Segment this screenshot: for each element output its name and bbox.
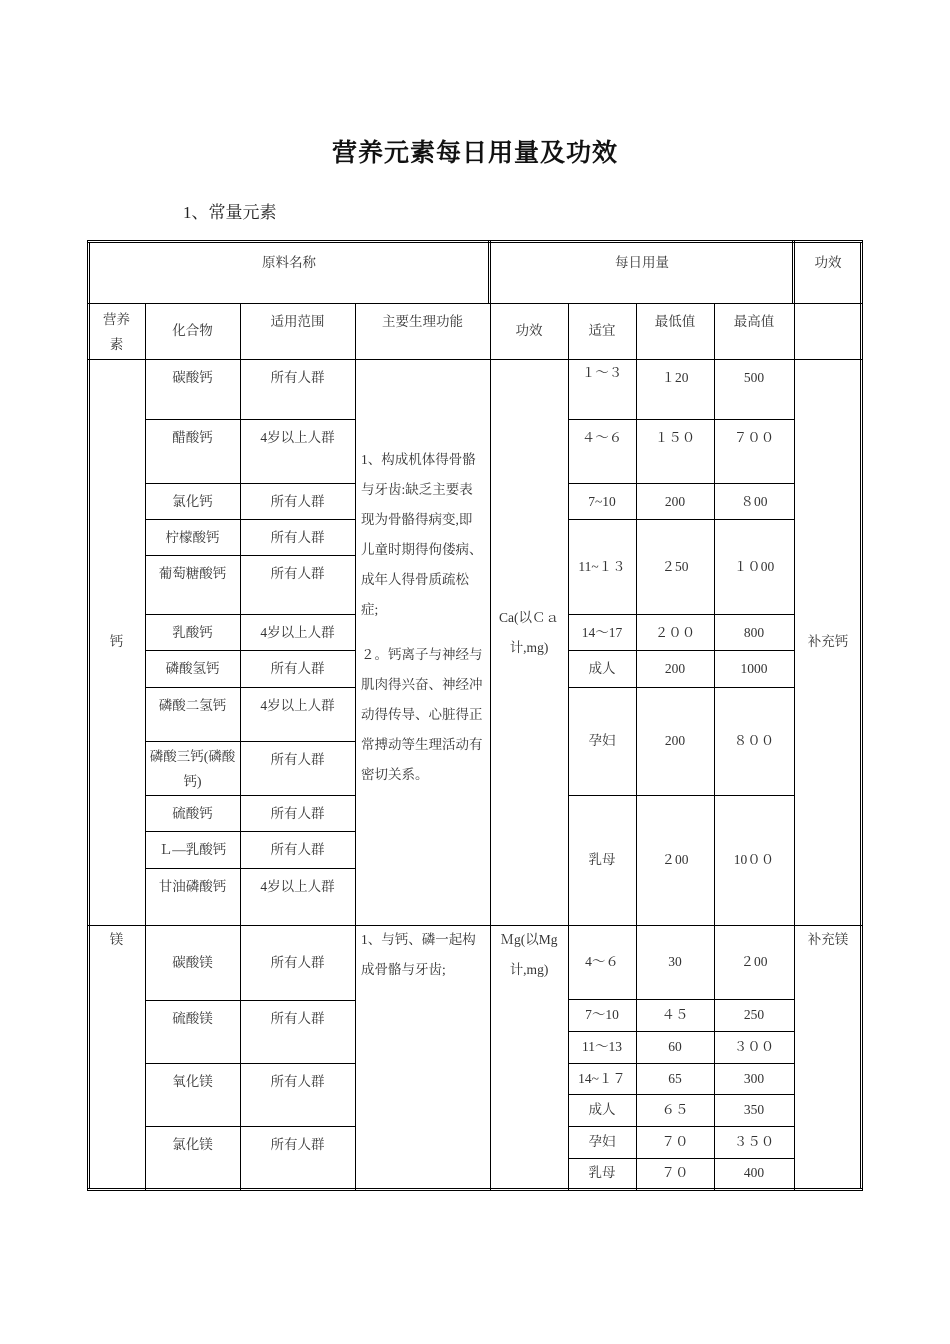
grid-line xyxy=(145,831,355,832)
dosage-max: ７００ xyxy=(733,430,775,445)
grid-line xyxy=(568,1094,794,1095)
calcium-efficacy: 补充钙 xyxy=(807,634,849,649)
calcium-unit: Ca(以Ｃａ计,mg) xyxy=(499,610,559,655)
dosage-group: 11～13 xyxy=(582,1039,622,1054)
compound-name: 醋酸钙 xyxy=(172,430,213,445)
compound-scope: 所有人群 xyxy=(270,752,325,767)
compound-scope: 所有人群 xyxy=(270,566,325,581)
compound-name: 氯化镁 xyxy=(172,1137,213,1152)
dosage-max: 500 xyxy=(743,370,765,385)
dosage-group: 孕妇 xyxy=(588,1134,616,1149)
dosage-max: 300 xyxy=(743,1070,765,1086)
header-suitable: 适宜 xyxy=(588,323,616,338)
dosage-group: 成人 xyxy=(588,661,616,676)
compound-scope: 所有人群 xyxy=(270,954,325,970)
grid-line xyxy=(145,1063,355,1064)
table-border-right xyxy=(862,240,863,1191)
dosage-min: １20 xyxy=(661,370,689,385)
magnesium-unit: Ｍg(以Mg计,mg) xyxy=(500,932,558,977)
compound-scope: 4岁以上人群 xyxy=(260,625,335,640)
dosage-min: ２００ xyxy=(654,625,696,640)
compound-name: 碳酸钙 xyxy=(172,370,213,385)
dosage-max: 800 xyxy=(743,625,765,640)
header-raw-material-name: 原料名称 xyxy=(262,255,316,270)
compound-scope: 4岁以上人群 xyxy=(260,879,335,894)
dosage-max: 350 xyxy=(743,1102,765,1117)
dosage-group: 14～17 xyxy=(581,625,623,640)
dosage-min: ２00 xyxy=(661,852,689,867)
dosage-group: 乳母 xyxy=(588,852,616,867)
compound-scope: 所有人群 xyxy=(270,842,325,857)
dosage-group: １～３ xyxy=(581,365,623,380)
compound-name: 磷酸氢钙 xyxy=(165,661,220,676)
dosage-group: 7~10 xyxy=(588,494,616,509)
table-border-bottom xyxy=(87,1190,863,1191)
dosage-min: ２50 xyxy=(661,558,689,574)
grid-line xyxy=(568,1158,794,1159)
compound-scope: 所有人群 xyxy=(270,370,325,385)
header-daily-dosage: 每日用量 xyxy=(615,255,669,270)
compound-scope: 所有人群 xyxy=(270,806,325,821)
page-title: 营养元素每日用量及功效 xyxy=(331,138,618,167)
grid-line xyxy=(568,419,794,420)
compound-name: Ｌ—乳酸钙 xyxy=(158,842,227,857)
grid-line xyxy=(145,1126,355,1127)
grid-line xyxy=(568,483,794,484)
nutrient-magnesium: 镁 xyxy=(109,932,124,947)
grid-line xyxy=(145,795,355,796)
magnesium-function-1: 1、与钙、磷一起构成骨骼与牙齿; xyxy=(361,932,476,977)
compound-scope: 4岁以上人群 xyxy=(260,430,335,445)
grid-line xyxy=(145,614,355,615)
header-scope: 适用范围 xyxy=(270,314,325,329)
grid-line xyxy=(145,483,355,484)
dosage-min: ７０ xyxy=(661,1165,689,1180)
dosage-group: 11~１３ xyxy=(578,558,626,574)
dosage-min: 200 xyxy=(664,661,686,676)
grid-line xyxy=(145,687,355,688)
compound-name: 氯化钙 xyxy=(172,494,213,509)
compound-scope: 所有人群 xyxy=(270,1137,325,1152)
header-compound: 化合物 xyxy=(172,323,213,338)
header-max: 最高值 xyxy=(733,314,775,329)
grid-line xyxy=(568,795,794,796)
grid-line xyxy=(792,241,793,303)
dosage-min: 200 xyxy=(664,494,686,509)
grid-line xyxy=(568,687,794,688)
header-nutrient: 营养 素 xyxy=(103,312,130,352)
dosage-group: 4～６ xyxy=(585,954,619,969)
compound-name: 硫酸钙 xyxy=(172,806,213,821)
dosage-min: ４５ xyxy=(661,1007,689,1022)
compound-scope: 所有人群 xyxy=(270,494,325,509)
dosage-max: ８00 xyxy=(740,494,768,509)
header-efficacy: 功效 xyxy=(814,255,842,270)
section-heading: 1、常量元素 xyxy=(183,203,277,222)
grid-line xyxy=(568,1031,794,1032)
dosage-max: 250 xyxy=(743,1007,765,1022)
grid-line xyxy=(145,650,355,651)
grid-line xyxy=(568,650,794,651)
grid-line xyxy=(145,1000,355,1001)
compound-scope: 所有人群 xyxy=(270,1074,325,1089)
compound-name: 磷酸二氢钙 xyxy=(158,698,227,713)
dosage-group: 14~１７ xyxy=(578,1070,626,1086)
grid-line xyxy=(568,999,794,1000)
compound-scope: 所有人群 xyxy=(270,661,325,676)
grid-line xyxy=(145,555,355,556)
header-physiology: 主要生理功能 xyxy=(382,314,463,329)
grid-line xyxy=(145,419,355,420)
dosage-max: 400 xyxy=(743,1165,765,1180)
dosage-max: ３５０ xyxy=(733,1134,775,1149)
calcium-function-1: 1、构成机体得骨骼与牙齿:缺乏主要表现为骨骼得病变,即儿童时期得佝偻病、成年人得骨质疏松症; xyxy=(361,452,483,617)
grid-line xyxy=(145,741,355,742)
dosage-group: 孕妇 xyxy=(588,733,616,748)
compound-name: 氧化镁 xyxy=(172,1074,213,1089)
nutrient-calcium: 钙 xyxy=(109,634,124,649)
compound-name: 柠檬酸钙 xyxy=(165,530,220,545)
dosage-group: 乳母 xyxy=(588,1165,616,1180)
compound-name: 碳酸镁 xyxy=(172,954,213,970)
grid-line xyxy=(490,241,491,1190)
header-sub-efficacy: 功效 xyxy=(515,323,543,338)
dosage-max: ３００ xyxy=(733,1039,775,1054)
dosage-group: 7～10 xyxy=(585,1007,619,1022)
dosage-min: 200 xyxy=(664,733,686,748)
compound-name: 葡萄糖酸钙 xyxy=(158,566,227,581)
dosage-max: １０00 xyxy=(733,558,775,574)
compound-scope: 4岁以上人群 xyxy=(260,698,335,713)
dosage-min: ６５ xyxy=(661,1102,689,1117)
calcium-function-2: ２。钙离子与神经与肌肉得兴奋、神经冲动得传导、心脏得正常搏动等生理活动有密切关系。 xyxy=(361,647,483,782)
dosage-min: 60 xyxy=(668,1039,682,1054)
dosage-max: 10００ xyxy=(733,852,775,867)
compound-name: 甘油磷酸钙 xyxy=(158,879,227,894)
compound-name: 乳酸钙 xyxy=(172,625,213,640)
grid-line xyxy=(568,1126,794,1127)
compound-name: 硫酸镁 xyxy=(172,1011,213,1026)
grid-line xyxy=(145,868,355,869)
grid-line xyxy=(568,519,794,520)
compound-scope: 所有人群 xyxy=(270,1011,325,1026)
dosage-min: ７０ xyxy=(661,1134,689,1149)
dosage-group: 成人 xyxy=(588,1102,616,1117)
magnesium-efficacy: 补充镁 xyxy=(807,932,849,947)
header-min: 最低值 xyxy=(654,314,696,329)
dosage-max: ８００ xyxy=(733,733,775,748)
grid-line xyxy=(568,1063,794,1064)
dosage-min: １５０ xyxy=(654,430,696,445)
dosage-min: 65 xyxy=(668,1070,682,1086)
grid-line xyxy=(568,614,794,615)
dosage-min: 30 xyxy=(668,954,682,969)
compound-scope: 所有人群 xyxy=(270,530,325,545)
grid-line xyxy=(488,241,489,303)
compound-name: 磷酸三钙(磷酸钙) xyxy=(149,749,236,789)
dosage-group: ４～６ xyxy=(581,430,623,445)
dosage-max: ２00 xyxy=(740,954,768,969)
grid-line xyxy=(145,519,355,520)
dosage-max: 1000 xyxy=(740,661,768,676)
